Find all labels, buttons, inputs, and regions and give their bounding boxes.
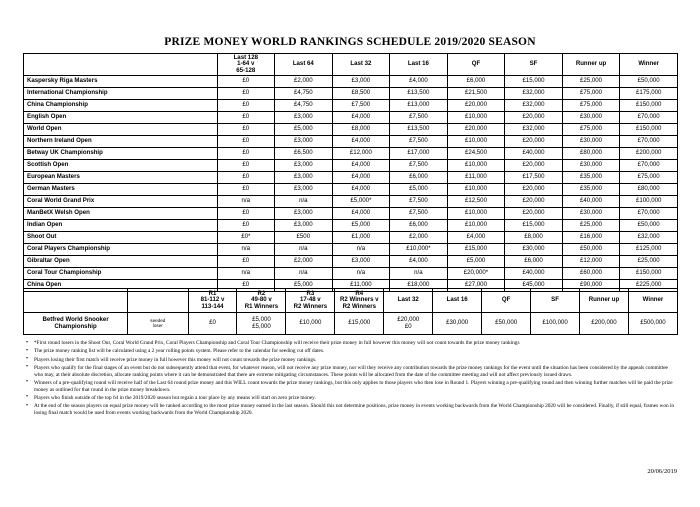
cell-last128: £0 bbox=[217, 184, 275, 196]
column-header-last128-line1: Last 128 bbox=[233, 54, 258, 61]
bwsc-cell-last32-value: £20,000 bbox=[397, 316, 420, 324]
bwsc-cell-qf: £50,000 bbox=[482, 313, 531, 335]
cell-runner-up: £90,000 bbox=[562, 280, 620, 292]
cell-runner-up: £75,000 bbox=[562, 100, 620, 112]
bwsc-cell-r1: £0 bbox=[188, 313, 237, 335]
cell-sf: £32,000 bbox=[505, 88, 563, 100]
prize-money-table bbox=[23, 53, 678, 292]
note-item: • *First round losers in the Shoot Out, Coral World Grand Prix, Coral Players Championship and Coral Tour Championship will receive their prize money in full however this money will not count towards the prize money rankings bbox=[24, 340, 678, 347]
cell-qf: £27,000 bbox=[447, 280, 505, 292]
cell-last128: £0* bbox=[217, 232, 275, 244]
cell-last128: £0 bbox=[217, 100, 275, 112]
cell-last32: £5,000 bbox=[332, 220, 390, 232]
cell-last16: £17,000 bbox=[390, 148, 448, 160]
cell-qf: £11,000 bbox=[447, 172, 505, 184]
cell-runner-up: £75,000 bbox=[562, 88, 620, 100]
event-name: International Championship bbox=[24, 88, 218, 100]
cell-last128: £0 bbox=[217, 124, 275, 136]
cell-last16: £7,500 bbox=[390, 112, 448, 124]
cell-runner-up: £30,000 bbox=[562, 160, 620, 172]
notes-list bbox=[24, 340, 678, 418]
table-row bbox=[24, 136, 678, 148]
event-name: Coral Players Championship bbox=[24, 244, 218, 256]
cell-qf: £4,000 bbox=[447, 232, 505, 244]
cell-last16: £13,000 bbox=[390, 100, 448, 112]
cell-last128: n/a bbox=[217, 268, 275, 280]
cell-runner-up: £12,000 bbox=[562, 256, 620, 268]
cell-last32: £1,000 bbox=[332, 232, 390, 244]
cell-winner: £175,000 bbox=[620, 88, 678, 100]
bwsc-column-header-sf: SF bbox=[531, 289, 580, 313]
cell-winner: £50,000 bbox=[620, 220, 678, 232]
cell-runner-up: £30,000 bbox=[562, 208, 620, 220]
bwsc-cell-winner: £500,000 bbox=[628, 313, 677, 335]
cell-last16: £7,500 bbox=[390, 160, 448, 172]
cell-runner-up: £60,000 bbox=[562, 268, 620, 280]
table-row bbox=[24, 208, 678, 220]
event-name: Kaspersky Riga Masters bbox=[24, 76, 218, 88]
event-name: English Open bbox=[24, 112, 218, 124]
bwsc-column-header-r3 bbox=[286, 289, 335, 313]
cell-last128: £0 bbox=[217, 220, 275, 232]
cell-last16: £7,500 bbox=[390, 136, 448, 148]
cell-last128: n/a bbox=[217, 244, 275, 256]
column-header-sf: SF bbox=[505, 54, 563, 76]
cell-last128: £0 bbox=[217, 112, 275, 124]
cell-sf: £40,000 bbox=[505, 268, 563, 280]
note-item: • At the end of the season players on equal prize money will be ranked according to the most prize money earned in the last season. Should this not determine positions, prize money in events working backwards from the World Championship 2020 will be considered. Finally, if still equal, frames won in losing final match would be used from events working backwards from the World Championship 2020. bbox=[24, 403, 678, 417]
cell-runner-up: £80,000 bbox=[562, 148, 620, 160]
cell-last32: £3,000 bbox=[332, 256, 390, 268]
bwsc-cell-last16: £30,000 bbox=[433, 313, 482, 335]
cell-winner: £150,000 bbox=[620, 268, 678, 280]
cell-last32: n/a bbox=[332, 268, 390, 280]
bwsc-column-header-r1 bbox=[188, 289, 237, 313]
cell-last16: £7,500 bbox=[390, 196, 448, 208]
cell-last16: £10,000* bbox=[390, 244, 448, 256]
bwsc-column-header-event bbox=[24, 289, 128, 313]
cell-winner: £70,000 bbox=[620, 136, 678, 148]
bwsc-column-header-seed bbox=[128, 289, 188, 313]
cell-last16: £13,500 bbox=[390, 124, 448, 136]
event-name: Gibraltar Open bbox=[24, 256, 218, 268]
bwsc-cell-sf: £100,000 bbox=[531, 313, 580, 335]
cell-last32: £8,500 bbox=[332, 88, 390, 100]
event-name: Coral Tour Championship bbox=[24, 268, 218, 280]
cell-winner: £125,000 bbox=[620, 244, 678, 256]
cell-winner: £70,000 bbox=[620, 112, 678, 124]
note-item: • Winners of a pre-qualifying round will receive half of the Last 64 round prize money and this WILL count towards the prize money rankings, but this only applies to those players who then lose in Round 1. Players winning a pre-qualifying round and then winning further matches will be paid the prize money as outlined for that round in the prize money breakdown. bbox=[24, 380, 678, 394]
cell-last16: £6,000 bbox=[390, 220, 448, 232]
table-row bbox=[24, 244, 678, 256]
table-row bbox=[24, 88, 678, 100]
note-item: • The prize money ranking list will be calculated using a 2 year rolling points system. Please refer to the calendar for seeding cut off dates. bbox=[24, 348, 678, 355]
cell-last32: £4,000 bbox=[332, 112, 390, 124]
bwsc-r3-line3: R2 Winners bbox=[293, 302, 328, 310]
cell-last64: £3,000 bbox=[275, 184, 333, 196]
cell-sf: £6,000 bbox=[505, 256, 563, 268]
bwsc-column-header-r4 bbox=[335, 289, 384, 313]
cell-qf: £10,000 bbox=[447, 220, 505, 232]
cell-last16: £7,500 bbox=[390, 208, 448, 220]
table-row bbox=[24, 172, 678, 184]
cell-qf: £12,500 bbox=[447, 196, 505, 208]
table-row bbox=[24, 160, 678, 172]
cell-qf: £10,000 bbox=[447, 208, 505, 220]
bwsc-cell-last32-second: £0 bbox=[404, 322, 412, 330]
cell-last16: £4,000 bbox=[390, 256, 448, 268]
table-row bbox=[24, 184, 678, 196]
cell-qf: £21,500 bbox=[447, 88, 505, 100]
column-header-runner-up: Runner up bbox=[562, 54, 620, 76]
bwsc-r4-line3: R2 Winners bbox=[342, 302, 377, 310]
bwsc-r2-line2: 49-80 v bbox=[251, 296, 272, 304]
bwsc-cell-r4: £15,000 bbox=[335, 313, 384, 335]
cell-qf: £10,000 bbox=[447, 136, 505, 148]
cell-last16: £4,000 bbox=[390, 76, 448, 88]
cell-winner: £200,000 bbox=[620, 148, 678, 160]
cell-runner-up: £16,000 bbox=[562, 232, 620, 244]
cell-last32: £7,500 bbox=[332, 100, 390, 112]
cell-last128: £0 bbox=[217, 256, 275, 268]
bwsc-r3-line1: R3 bbox=[306, 289, 315, 297]
bwsc-event-name-line2: Championship bbox=[54, 322, 97, 330]
cell-sf: £20,000 bbox=[505, 136, 563, 148]
table-header bbox=[24, 54, 678, 76]
column-header-qf: QF bbox=[447, 54, 505, 76]
cell-qf: £15,000 bbox=[447, 244, 505, 256]
table-body bbox=[24, 76, 678, 292]
event-name: German Masters bbox=[24, 184, 218, 196]
cell-runner-up: £35,000 bbox=[562, 172, 620, 184]
column-header-last128-line3: 65-128 bbox=[236, 66, 256, 74]
cell-last32: £5,000* bbox=[332, 196, 390, 208]
bwsc-r1-line1: R1 bbox=[208, 289, 217, 297]
table-row bbox=[24, 313, 678, 335]
cell-last16: £13,500 bbox=[390, 88, 448, 100]
cell-winner: £70,000 bbox=[620, 160, 678, 172]
cell-sf: £15,000 bbox=[505, 220, 563, 232]
event-name: World Open bbox=[24, 124, 218, 136]
cell-sf: £15,000 bbox=[505, 76, 563, 88]
table-row bbox=[24, 196, 678, 208]
cell-last64: £3,000 bbox=[275, 208, 333, 220]
table-row bbox=[24, 148, 678, 160]
column-header-last128 bbox=[217, 54, 275, 76]
cell-last128: n/a bbox=[217, 196, 275, 208]
cell-last16: £2,000 bbox=[390, 232, 448, 244]
table-row bbox=[24, 232, 678, 244]
table-row bbox=[24, 220, 678, 232]
cell-last64: £2,000 bbox=[275, 76, 333, 88]
bwsc-r2-line1: R2 bbox=[257, 289, 266, 297]
bwsc-seeded-line1: seeded bbox=[150, 317, 166, 323]
bwsc-column-header-qf: QF bbox=[482, 289, 531, 313]
cell-last64: £500 bbox=[275, 232, 333, 244]
cell-sf: £8,000 bbox=[505, 232, 563, 244]
table-row bbox=[24, 124, 678, 136]
bwsc-column-header-last32: Last 32 bbox=[384, 289, 433, 313]
column-header-last16: Last 16 bbox=[390, 54, 448, 76]
cell-sf: £32,000 bbox=[505, 124, 563, 136]
cell-winner: £50,000 bbox=[620, 76, 678, 88]
bwsc-column-header-runner-up: Runner up bbox=[580, 289, 629, 313]
cell-last16: £18,000 bbox=[390, 280, 448, 292]
event-name: Coral World Grand Prix bbox=[24, 196, 218, 208]
event-name: European Masters bbox=[24, 172, 218, 184]
column-header-last64: Last 64 bbox=[275, 54, 333, 76]
cell-qf: £10,000 bbox=[447, 112, 505, 124]
cell-last64: £3,000 bbox=[275, 172, 333, 184]
bwsc-column-header-r2 bbox=[237, 289, 286, 313]
event-name: Betway UK Championship bbox=[24, 148, 218, 160]
cell-last64: £5,000 bbox=[275, 124, 333, 136]
cell-sf: £20,000 bbox=[505, 208, 563, 220]
cell-last128: £0 bbox=[217, 136, 275, 148]
bwsc-cell-r2-line2: £5,000 bbox=[252, 322, 271, 330]
cell-sf: £20,000 bbox=[505, 184, 563, 196]
cell-sf: £45,000 bbox=[505, 280, 563, 292]
cell-last64: £4,750 bbox=[275, 100, 333, 112]
cell-sf: £20,000 bbox=[505, 112, 563, 124]
column-header-last128-line2: 1-64 v bbox=[237, 60, 255, 68]
cell-runner-up: £30,000 bbox=[562, 136, 620, 148]
document-date: 20/06/2019 bbox=[647, 468, 677, 475]
bwsc-r4-line2: R2 Winners v bbox=[340, 296, 379, 304]
cell-qf: £20,000* bbox=[447, 268, 505, 280]
cell-sf: £20,000 bbox=[505, 160, 563, 172]
cell-runner-up: £50,000 bbox=[562, 244, 620, 256]
bwsc-seeded-line2: loser bbox=[152, 322, 163, 328]
cell-last128: £0 bbox=[217, 88, 275, 100]
note-item: • Players who finish outside of the top 64 in the 2019/2020 season but regain a tour place by any means will start on zero prize money. bbox=[24, 395, 678, 402]
table-row bbox=[24, 268, 678, 280]
bwsc-cell-r2 bbox=[237, 313, 286, 335]
cell-last64: £3,000 bbox=[275, 112, 333, 124]
note-item: • Players who qualify for the final stages of an event but do not subsequently attend that event, for whatever reason, will not receive any prize money, nor will they receive any contribution towards the prize money rankings for the event until the situation has been considered by the appeals committee who may, at their absolute discretion, allocate ranking points where it can be demonstrated that there are extreme mitigating circumstances. These points will be allocated from the date of the committee meeting and will not affect previously issued draws. bbox=[24, 365, 678, 379]
bwsc-r2-line3: R1 Winners bbox=[244, 302, 279, 310]
cell-winner: £75,000 bbox=[620, 172, 678, 184]
cell-last32: £11,000 bbox=[332, 280, 390, 292]
column-header-winner: Winner bbox=[620, 54, 678, 76]
note-item: • Players losing their first match will receive prize money in full however this money will not count towards the prize money rankings. bbox=[24, 357, 678, 364]
cell-runner-up: £30,000 bbox=[562, 112, 620, 124]
cell-last64: £5,000 bbox=[275, 280, 333, 292]
cell-last128: £0 bbox=[217, 172, 275, 184]
cell-winner: £100,000 bbox=[620, 196, 678, 208]
cell-last64: n/a bbox=[275, 244, 333, 256]
cell-runner-up: £25,000 bbox=[562, 76, 620, 88]
bwsc-cell-r2-line1: £5,000 bbox=[252, 316, 271, 324]
cell-last64: £6,500 bbox=[275, 148, 333, 160]
cell-last32: n/a bbox=[332, 244, 390, 256]
event-name: ManBetX Welsh Open bbox=[24, 208, 218, 220]
bwsc-column-header-last16: Last 16 bbox=[433, 289, 482, 313]
cell-winner: £80,000 bbox=[620, 184, 678, 196]
cell-winner: £32,000 bbox=[620, 232, 678, 244]
bwsc-r4-line1: R4 bbox=[355, 289, 364, 297]
cell-runner-up: £75,000 bbox=[562, 124, 620, 136]
cell-qf: £6,000 bbox=[447, 76, 505, 88]
table-row bbox=[24, 256, 678, 268]
cell-last16: n/a bbox=[390, 268, 448, 280]
world-championship-table bbox=[23, 288, 678, 335]
cell-sf: £32,000 bbox=[505, 100, 563, 112]
bwsc-r3-line2: 17-48 v bbox=[300, 296, 321, 304]
bwsc-event-name-line1: Betfred World Snooker bbox=[42, 316, 109, 324]
cell-last128: £0 bbox=[217, 148, 275, 160]
bwsc-table-header bbox=[24, 289, 678, 313]
cell-last32: £4,000 bbox=[332, 136, 390, 148]
cell-last128: £0 bbox=[217, 160, 275, 172]
cell-last64: n/a bbox=[275, 196, 333, 208]
bwsc-event-name bbox=[24, 313, 128, 335]
cell-qf: £20,000 bbox=[447, 124, 505, 136]
cell-qf: £10,000 bbox=[447, 184, 505, 196]
cell-last64: £2,000 bbox=[275, 256, 333, 268]
cell-last64: £3,000 bbox=[275, 136, 333, 148]
bwsc-table-body bbox=[24, 313, 678, 335]
bwsc-r1-line3: 113-144 bbox=[201, 302, 224, 310]
cell-last64: £3,000 bbox=[275, 160, 333, 172]
event-name: Scottish Open bbox=[24, 160, 218, 172]
bwsc-cell-r3: £10,000 bbox=[286, 313, 335, 335]
bwsc-cell-last32 bbox=[384, 313, 433, 335]
table-row bbox=[24, 112, 678, 124]
cell-last128: £0 bbox=[217, 280, 275, 292]
cell-last16: £5,000 bbox=[390, 184, 448, 196]
event-name: Shoot Out bbox=[24, 232, 218, 244]
cell-runner-up: £40,000 bbox=[562, 196, 620, 208]
table-row bbox=[24, 100, 678, 112]
cell-last32: £8,000 bbox=[332, 124, 390, 136]
cell-runner-up: £35,000 bbox=[562, 184, 620, 196]
cell-winner: £150,000 bbox=[620, 100, 678, 112]
cell-last64: £3,000 bbox=[275, 220, 333, 232]
cell-last16: £6,000 bbox=[390, 172, 448, 184]
cell-last32: £3,000 bbox=[332, 76, 390, 88]
cell-last64: £4,750 bbox=[275, 88, 333, 100]
event-name: China Open bbox=[24, 280, 218, 292]
bwsc-seeded-loser-label bbox=[128, 313, 188, 335]
cell-winner: £225,000 bbox=[620, 280, 678, 292]
table-row bbox=[24, 76, 678, 88]
cell-sf: £30,000 bbox=[505, 244, 563, 256]
column-header-last32: Last 32 bbox=[332, 54, 390, 76]
cell-last128: £0 bbox=[217, 208, 275, 220]
cell-last128: £0 bbox=[217, 76, 275, 88]
event-name: Indian Open bbox=[24, 220, 218, 232]
event-name: Northern Ireland Open bbox=[24, 136, 218, 148]
cell-qf: £20,000 bbox=[447, 100, 505, 112]
cell-last32: £12,000 bbox=[332, 148, 390, 160]
cell-winner: £25,000 bbox=[620, 256, 678, 268]
page-title: PRIZE MONEY WORLD RANKINGS SCHEDULE 2019/2020 SEASON bbox=[164, 36, 536, 48]
bwsc-r1-line2: 81-112 v bbox=[200, 296, 225, 304]
cell-last32: £4,000 bbox=[332, 184, 390, 196]
cell-qf: £24,500 bbox=[447, 148, 505, 160]
cell-last32: £4,000 bbox=[332, 160, 390, 172]
cell-winner: £150,000 bbox=[620, 124, 678, 136]
cell-qf: £5,000 bbox=[447, 256, 505, 268]
cell-sf: £20,000 bbox=[505, 196, 563, 208]
bwsc-column-header-winner: Winner bbox=[628, 289, 677, 313]
column-header-event bbox=[24, 54, 218, 76]
cell-last32: £4,000 bbox=[332, 172, 390, 184]
cell-qf: £10,000 bbox=[447, 160, 505, 172]
cell-sf: £40,000 bbox=[505, 148, 563, 160]
event-name: China Championship bbox=[24, 100, 218, 112]
bwsc-cell-runner-up: £200,000 bbox=[580, 313, 629, 335]
cell-last64: n/a bbox=[275, 268, 333, 280]
cell-winner: £70,000 bbox=[620, 208, 678, 220]
cell-last32: £4,000 bbox=[332, 208, 390, 220]
cell-runner-up: £25,000 bbox=[562, 220, 620, 232]
cell-sf: £17,500 bbox=[505, 172, 563, 184]
